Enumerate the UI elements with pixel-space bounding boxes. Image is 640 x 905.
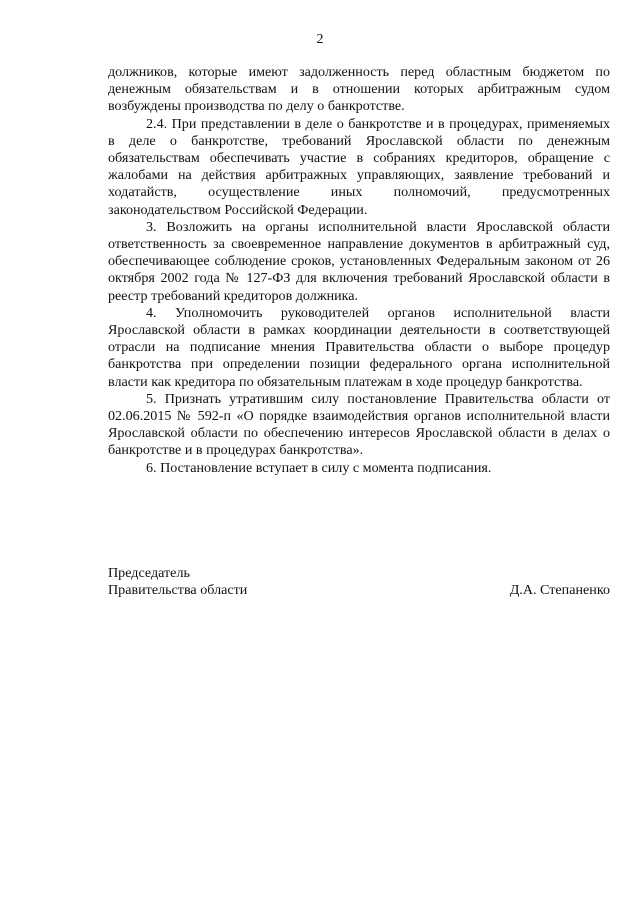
paragraph-5: 5. Признать утратившим силу постановление Правительства области от 02.06.2015 № 592-п «О порядке взаимодействия органов исполнительной власти Ярославской области по обеспечению интересов Ярославской области в делах о банкротстве и в процедурах банкротства». [108,390,610,459]
paragraph-4: 4. Уполномочить руководителей органов исполнительной власти Ярославской области в рамках координации деятельности в соответствующей отрасли на подписание мнения Правительства области о выборе процедур банкротства при определении позиции федерального органа исполнительной власти как кредитора по обязательным платежам в ходе процедур банкротства. [108,304,610,390]
signature-row [108,582,610,599]
signatory-title-line1: Председатель [108,565,190,581]
signature-block [108,565,610,599]
paragraph-3: 3. Возложить на органы исполнительной власти Ярославской области ответственность за своевременное направление документов в арбитражный суд, обеспечивающее соблюдение сроков, установленных Федеральным законом от 26 октября 2002 года № 127-ФЗ для включения требований Ярославской области в реестр требований кредиторов должника. [108,218,610,304]
document-body [108,64,610,477]
paragraph-continuation: должников, которые имеют задолженность перед областным бюджетом по денежным обязательствам и в отношении которых арбитражным судом возбуждены производства по делу о банкротстве. [108,64,610,115]
signatory-name: Д.А. Степаненко [509,582,610,599]
paragraph-6: 6. Постановление вступает в силу с момента подписания. [146,459,492,476]
paragraph-2-4: 2.4. При представлении в деле о банкротстве и в процедурах, применяемых в деле о банкротстве, требований Ярославской области по денежным обязательствам обеспечивать участие в собраниях кредиторов, обращение с жалобами на действия арбитражных управляющих, заявление требований и ходатайств, осуществление иных полномочий, предусмотренных законодательством Российской Федерации. [108,115,610,218]
page-number: 2 [316,32,324,47]
signatory-title-line2: Правительства области [108,582,248,599]
